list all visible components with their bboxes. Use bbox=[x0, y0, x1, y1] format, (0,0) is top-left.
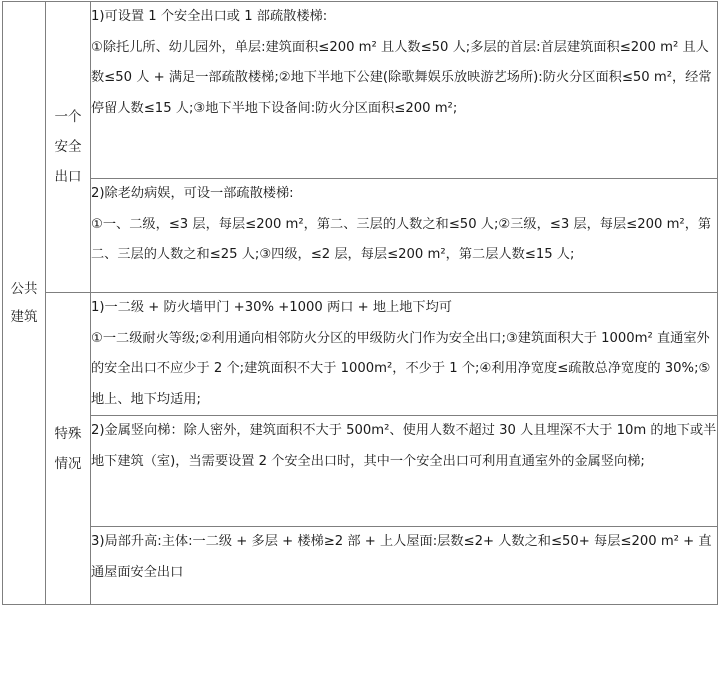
rule-title: 2)除老幼病娱，可设一部疏散楼梯: bbox=[91, 186, 294, 201]
rule-cell bbox=[91, 2, 718, 179]
rule-body: ①一二级耐火等级;②利用通向相邻防火分区的甲级防火门作为安全出口;③建筑面积大于 1000m² 直通室外的安全出口不应少于 2 个;建筑面积不大于 1000m²，不少于 1 个;④利用净宽度≤疏散总净宽度的 30%;⑤地上、地下均适用; bbox=[91, 330, 711, 407]
category-label-line: 公共 bbox=[10, 281, 38, 297]
rule-body: 3)局部升高:主体:一二级 + 多层 + 楼梯≥2 部 + 上人屋面:层数≤2+ 人数之和≤50+ 每层≤200 m² + 直通屋面安全出口 bbox=[91, 534, 712, 580]
rule-body: ①一、二级，≤3 层，每层≤200 m²，第二、三层的人数之和≤50 人;②三级，≤3 层，每层≤200 m²，第二、三层的人数之和≤25 人;③四级，≤2 层，每层≤200 m²，第二层人数≤15 人; bbox=[91, 216, 712, 262]
group-special-cell bbox=[46, 293, 91, 605]
rule-cell bbox=[91, 416, 718, 527]
group-label-line: 出口 bbox=[54, 169, 82, 185]
regulation-table bbox=[2, 1, 718, 605]
group-label-line: 情况 bbox=[54, 455, 82, 472]
rule-body: 2)金属竖向梯：除人密外，建筑面积不大于 500m²、使用人数不超过 30 人且埋深不大于 10m 的地下或半地下建筑（室)，当需要设置 2 个安全出口时，其中一个安全出口可利用直通室外的金属竖向梯; bbox=[91, 423, 717, 469]
group-label-line: 一个 bbox=[54, 109, 82, 125]
rule-title: 1)可设置 1 个安全出口或 1 部疏散楼梯: bbox=[91, 9, 328, 24]
rule-cell bbox=[91, 293, 718, 416]
group-label-line: 安全 bbox=[54, 139, 82, 155]
group-one-exit-cell bbox=[46, 2, 91, 293]
rule-cell bbox=[91, 179, 718, 293]
rule-body: ①除托儿所、幼儿园外，单层:建筑面积≤200 m² 且人数≤50 人;多层的首层:首层建筑面积≤200 m² 且人数≤50 人 + 满足一部疏散楼梯;②地下半地下公建(除歌舞娱乐放映游艺场所):防火分区面积≤50 m²，经常停留人数≤15 人;③地下半地下设备间:防火分区面积≤200 m²; bbox=[91, 39, 712, 116]
group-label-line: 特殊 bbox=[54, 425, 82, 442]
rule-cell bbox=[91, 527, 718, 605]
category-label-line: 建筑 bbox=[10, 309, 38, 325]
category-cell bbox=[3, 2, 46, 605]
rule-title: 1)一二级 + 防火墙甲门 +30% +1000 两口 + 地上地下均可 bbox=[91, 300, 452, 315]
